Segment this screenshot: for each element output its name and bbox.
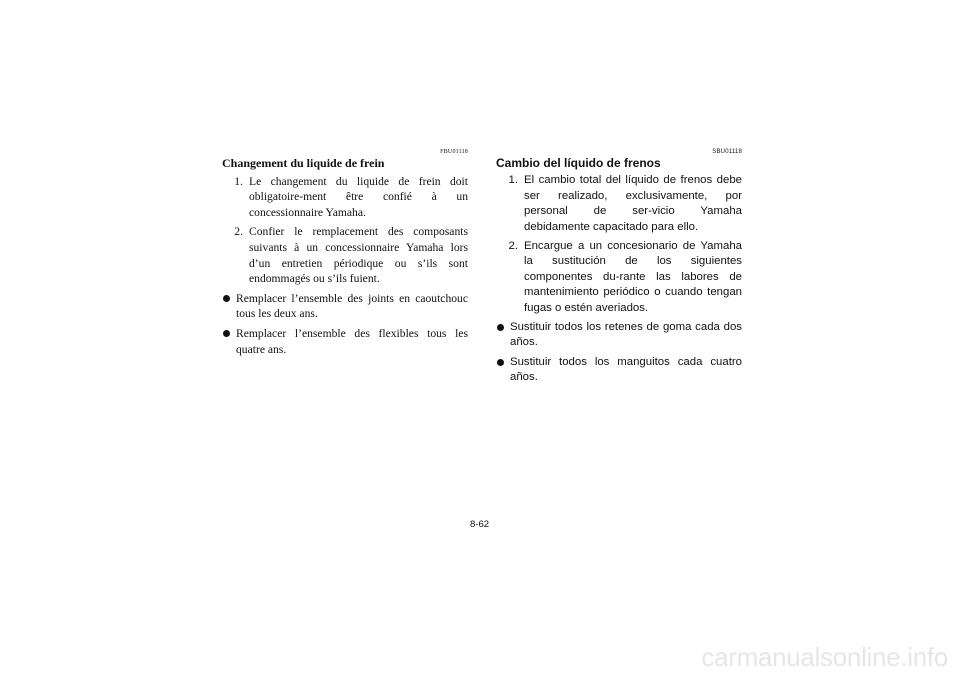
item-number: 2. bbox=[234, 225, 243, 239]
numbered-item bbox=[222, 174, 468, 221]
numbered-item bbox=[496, 239, 742, 316]
numbered-item bbox=[496, 173, 742, 235]
item-text: Confier le remplacement des composants suivants à un concessionnaire Yamaha lors d’un entretien périodique ou s’ils sont endommagés ou s’ils fuient. bbox=[249, 225, 468, 286]
bullet-text: Remplacer l’ensemble des joints en caoutchouc tous les deux ans. bbox=[236, 291, 468, 321]
spanish-column bbox=[496, 148, 742, 390]
bullet-icon bbox=[496, 320, 510, 351]
section-heading: Changement du liquide de frein bbox=[222, 156, 385, 170]
bullet-icon bbox=[222, 291, 236, 322]
bullet-text: Remplacer l’ensemble des flexibles tous les quatre ans. bbox=[236, 326, 468, 356]
bullet-item bbox=[222, 291, 468, 322]
bullet-item bbox=[496, 320, 742, 351]
section-code: SBU01118 bbox=[712, 149, 742, 155]
watermark: carmanualsonline.info bbox=[701, 642, 948, 672]
bullet-text: Sustituir todos los retenes de goma cada dos años. bbox=[510, 321, 742, 349]
bullet-icon bbox=[496, 355, 510, 386]
item-number: 2. bbox=[508, 240, 518, 253]
item-text: Le changement du liquide de frein doit obligatoire-ment être confié à un concessionnaire Yamaha. bbox=[249, 174, 468, 219]
french-column bbox=[222, 148, 468, 361]
bullet-icon bbox=[222, 326, 236, 357]
section-heading: Cambio del líquido de frenos bbox=[496, 156, 661, 170]
item-number: 1. bbox=[234, 174, 243, 188]
item-text: Encargue a un concesionario de Yamaha la sustitución de los siguientes componentes du-rante las labores de mantenimiento periódico o cuando tengan fugas o estén averiados. bbox=[524, 240, 742, 314]
bullet-text: Sustituir todos los manguitos cada cuatro años. bbox=[510, 355, 742, 384]
page-number: 8-62 bbox=[470, 519, 490, 530]
section-code: FBU01118 bbox=[440, 149, 468, 155]
bullet-item bbox=[222, 326, 468, 357]
item-text: El cambio total del líquido de frenos debe ser realizado, exclusivamente, por personal de ser-vicio Yamaha debidamente capacitado para ello. bbox=[524, 174, 742, 233]
bullet-item bbox=[496, 355, 742, 386]
numbered-item bbox=[222, 224, 468, 286]
item-number: 1. bbox=[508, 174, 518, 187]
